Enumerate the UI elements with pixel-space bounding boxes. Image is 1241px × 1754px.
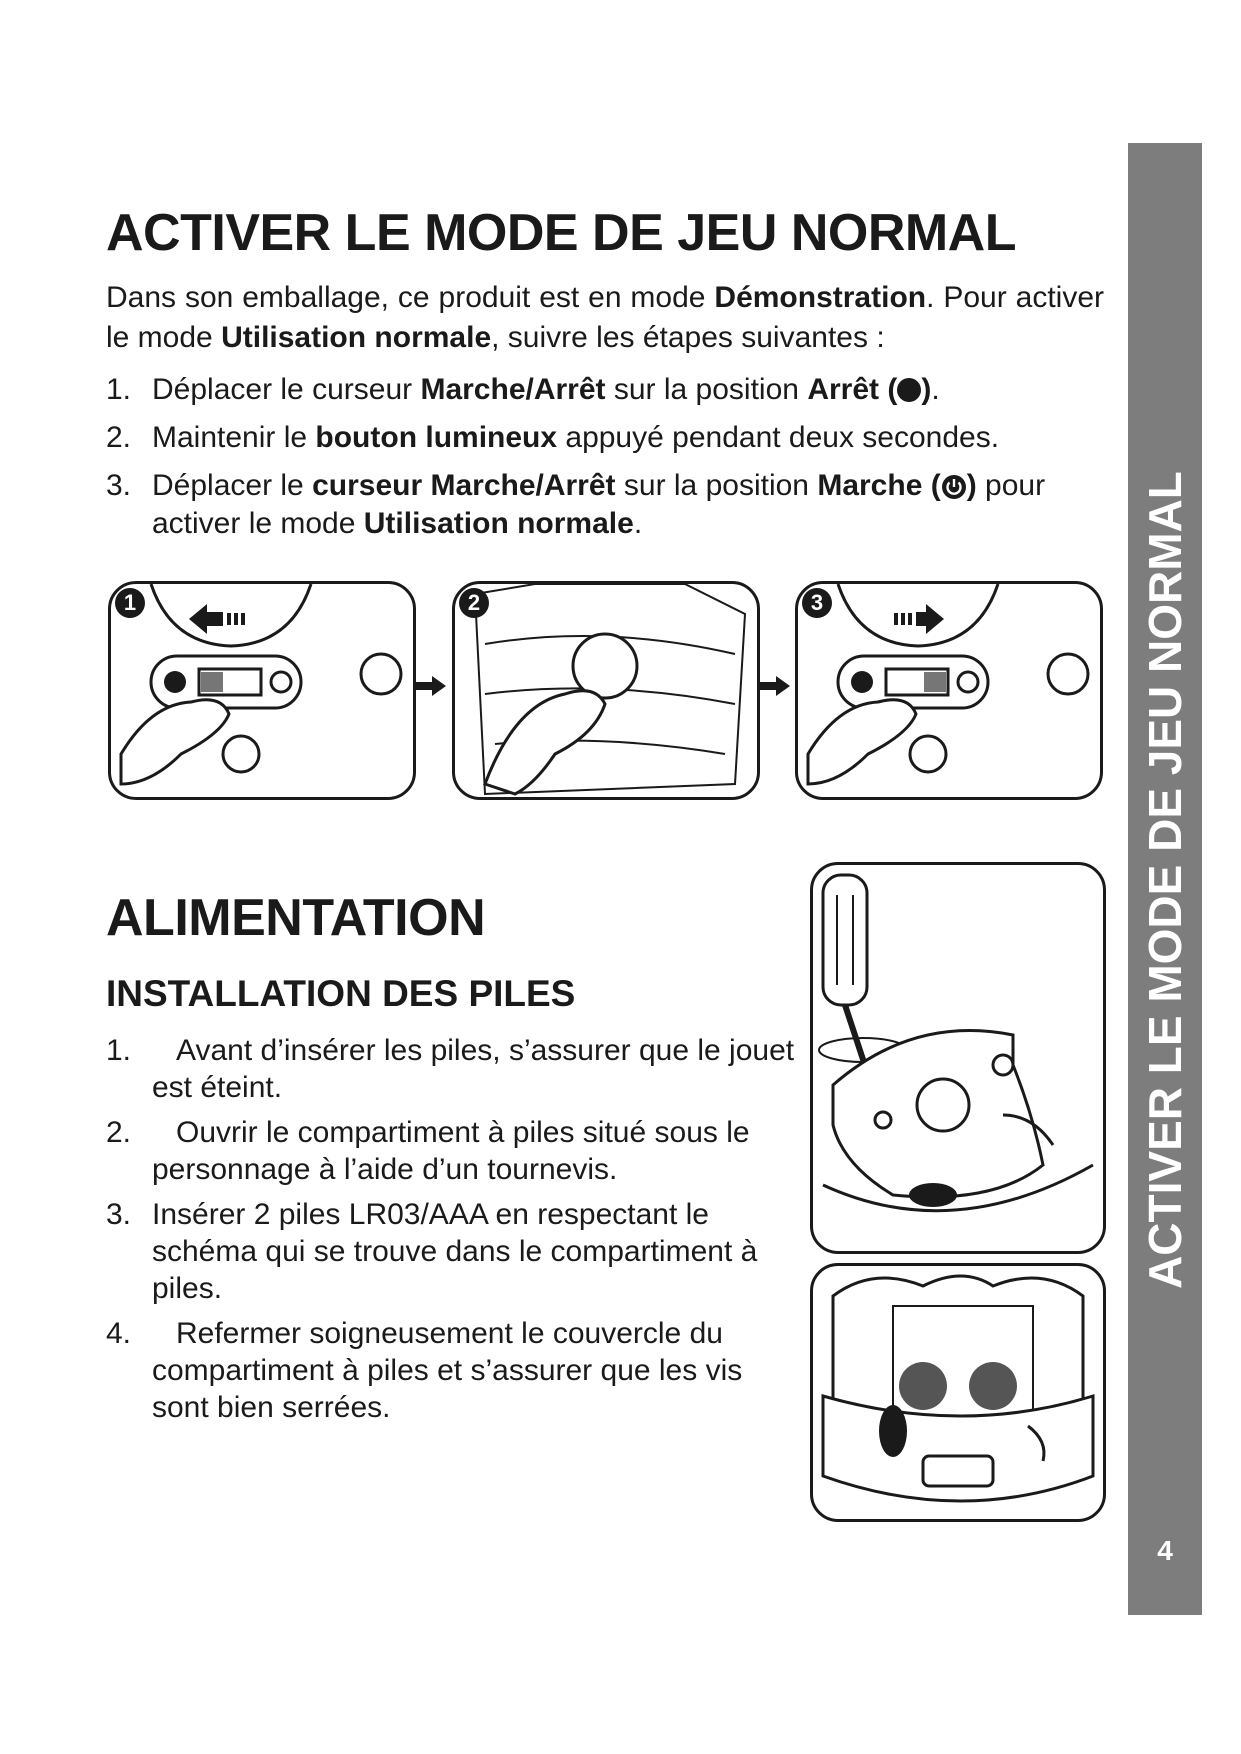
switch-on-illustration: [798, 584, 1100, 797]
figure-screwdriver: [810, 862, 1106, 1254]
step-bold: Utilisation normale: [363, 507, 634, 540]
switch-off-illustration: [111, 584, 413, 797]
step-number: 2.: [106, 1116, 132, 1149]
battery-compartment-illustration: [813, 1266, 1103, 1519]
section-title-mode: ACTIVER LE MODE DE JEU NORMAL: [106, 204, 1016, 262]
step-number: 3.: [106, 469, 132, 502]
step-bold: Arrêt (: [807, 373, 898, 406]
step-badge: 1: [115, 588, 145, 618]
intro-text: . Pour activer le mode: [106, 281, 1105, 354]
intro-text: , suivre les étapes suivantes :: [491, 321, 885, 354]
list-item: [106, 371, 1108, 409]
step-text: .: [633, 507, 643, 540]
step-bold: bouton lumineux: [315, 421, 558, 454]
list-item: [106, 467, 1108, 543]
sidebar-title: ACTIVER LE MODE DE JEU NORMAL: [1139, 471, 1191, 1289]
off-dot-icon: [897, 378, 921, 402]
power-icon: [941, 474, 967, 500]
intro-text: Dans son emballage, ce produit est en mode: [106, 281, 715, 314]
button-press-illustration: [455, 584, 757, 797]
step-text: Avant d’insérer les piles, s’assurer que le jouet est éteint.: [152, 1034, 795, 1104]
intro-bold: Démonstration: [714, 281, 927, 314]
step-text: .: [931, 373, 940, 406]
section-title-alimentation: ALIMENTATION: [106, 889, 486, 947]
figure-battery-compartment: [810, 1263, 1106, 1522]
step-text: pour activer le mode: [152, 469, 1046, 540]
step-bold: ): [966, 469, 977, 502]
step-text: Refermer soigneusement le couvercle du compartiment à piles et s’assurer que les vis sont bien serrées.: [152, 1317, 743, 1424]
figure-step-1: [108, 581, 416, 800]
mode-steps-list: [106, 371, 1108, 553]
step-bold: ): [921, 373, 932, 406]
step-number: 1.: [106, 1034, 132, 1067]
step-text: sur la position: [605, 373, 808, 406]
step-number: 2.: [106, 421, 132, 454]
step-text: Déplacer le: [152, 469, 313, 502]
page-number: 4: [1157, 1535, 1173, 1566]
step-text: Maintenir le: [152, 421, 316, 454]
step-number: 3.: [106, 1198, 132, 1231]
list-item: [106, 1032, 806, 1106]
arrow-right-icon: [760, 676, 790, 696]
step-number: 1.: [106, 373, 132, 406]
list-item: [106, 1196, 806, 1307]
step-bold: curseur Marche/Arrêt: [312, 469, 616, 502]
figure-step-3: [795, 581, 1103, 800]
arrow-right-icon: [416, 676, 446, 696]
step-bold: Marche (: [817, 469, 941, 502]
subsection-title: INSTALLATION DES PILES: [106, 973, 576, 1014]
step-badge: 2: [459, 588, 489, 618]
step-text: appuyé pendant deux secondes.: [557, 421, 1000, 454]
list-item: [106, 1114, 806, 1188]
intro-bold: Utilisation normale: [221, 321, 492, 354]
battery-steps-list: [106, 1032, 806, 1434]
figure-step-2: [452, 581, 760, 800]
screwdriver-illustration: [813, 865, 1103, 1251]
step-text: Insérer 2 piles LR03/AAA en respectant le schéma qui se trouve dans le compartiment à piles.: [152, 1198, 758, 1305]
step-bold: Marche/Arrêt: [420, 373, 606, 406]
intro-paragraph: [106, 278, 1104, 358]
list-item: [106, 1315, 806, 1426]
list-item: [106, 419, 1108, 457]
step-badge: 3: [802, 588, 832, 618]
step-text: Ouvrir le compartiment à piles situé sous le personnage à l’aide d’un tournevis.: [152, 1116, 750, 1186]
step-number: 4.: [106, 1317, 132, 1350]
step-text: Déplacer le curseur: [152, 373, 421, 406]
step-text: sur la position: [615, 469, 818, 502]
